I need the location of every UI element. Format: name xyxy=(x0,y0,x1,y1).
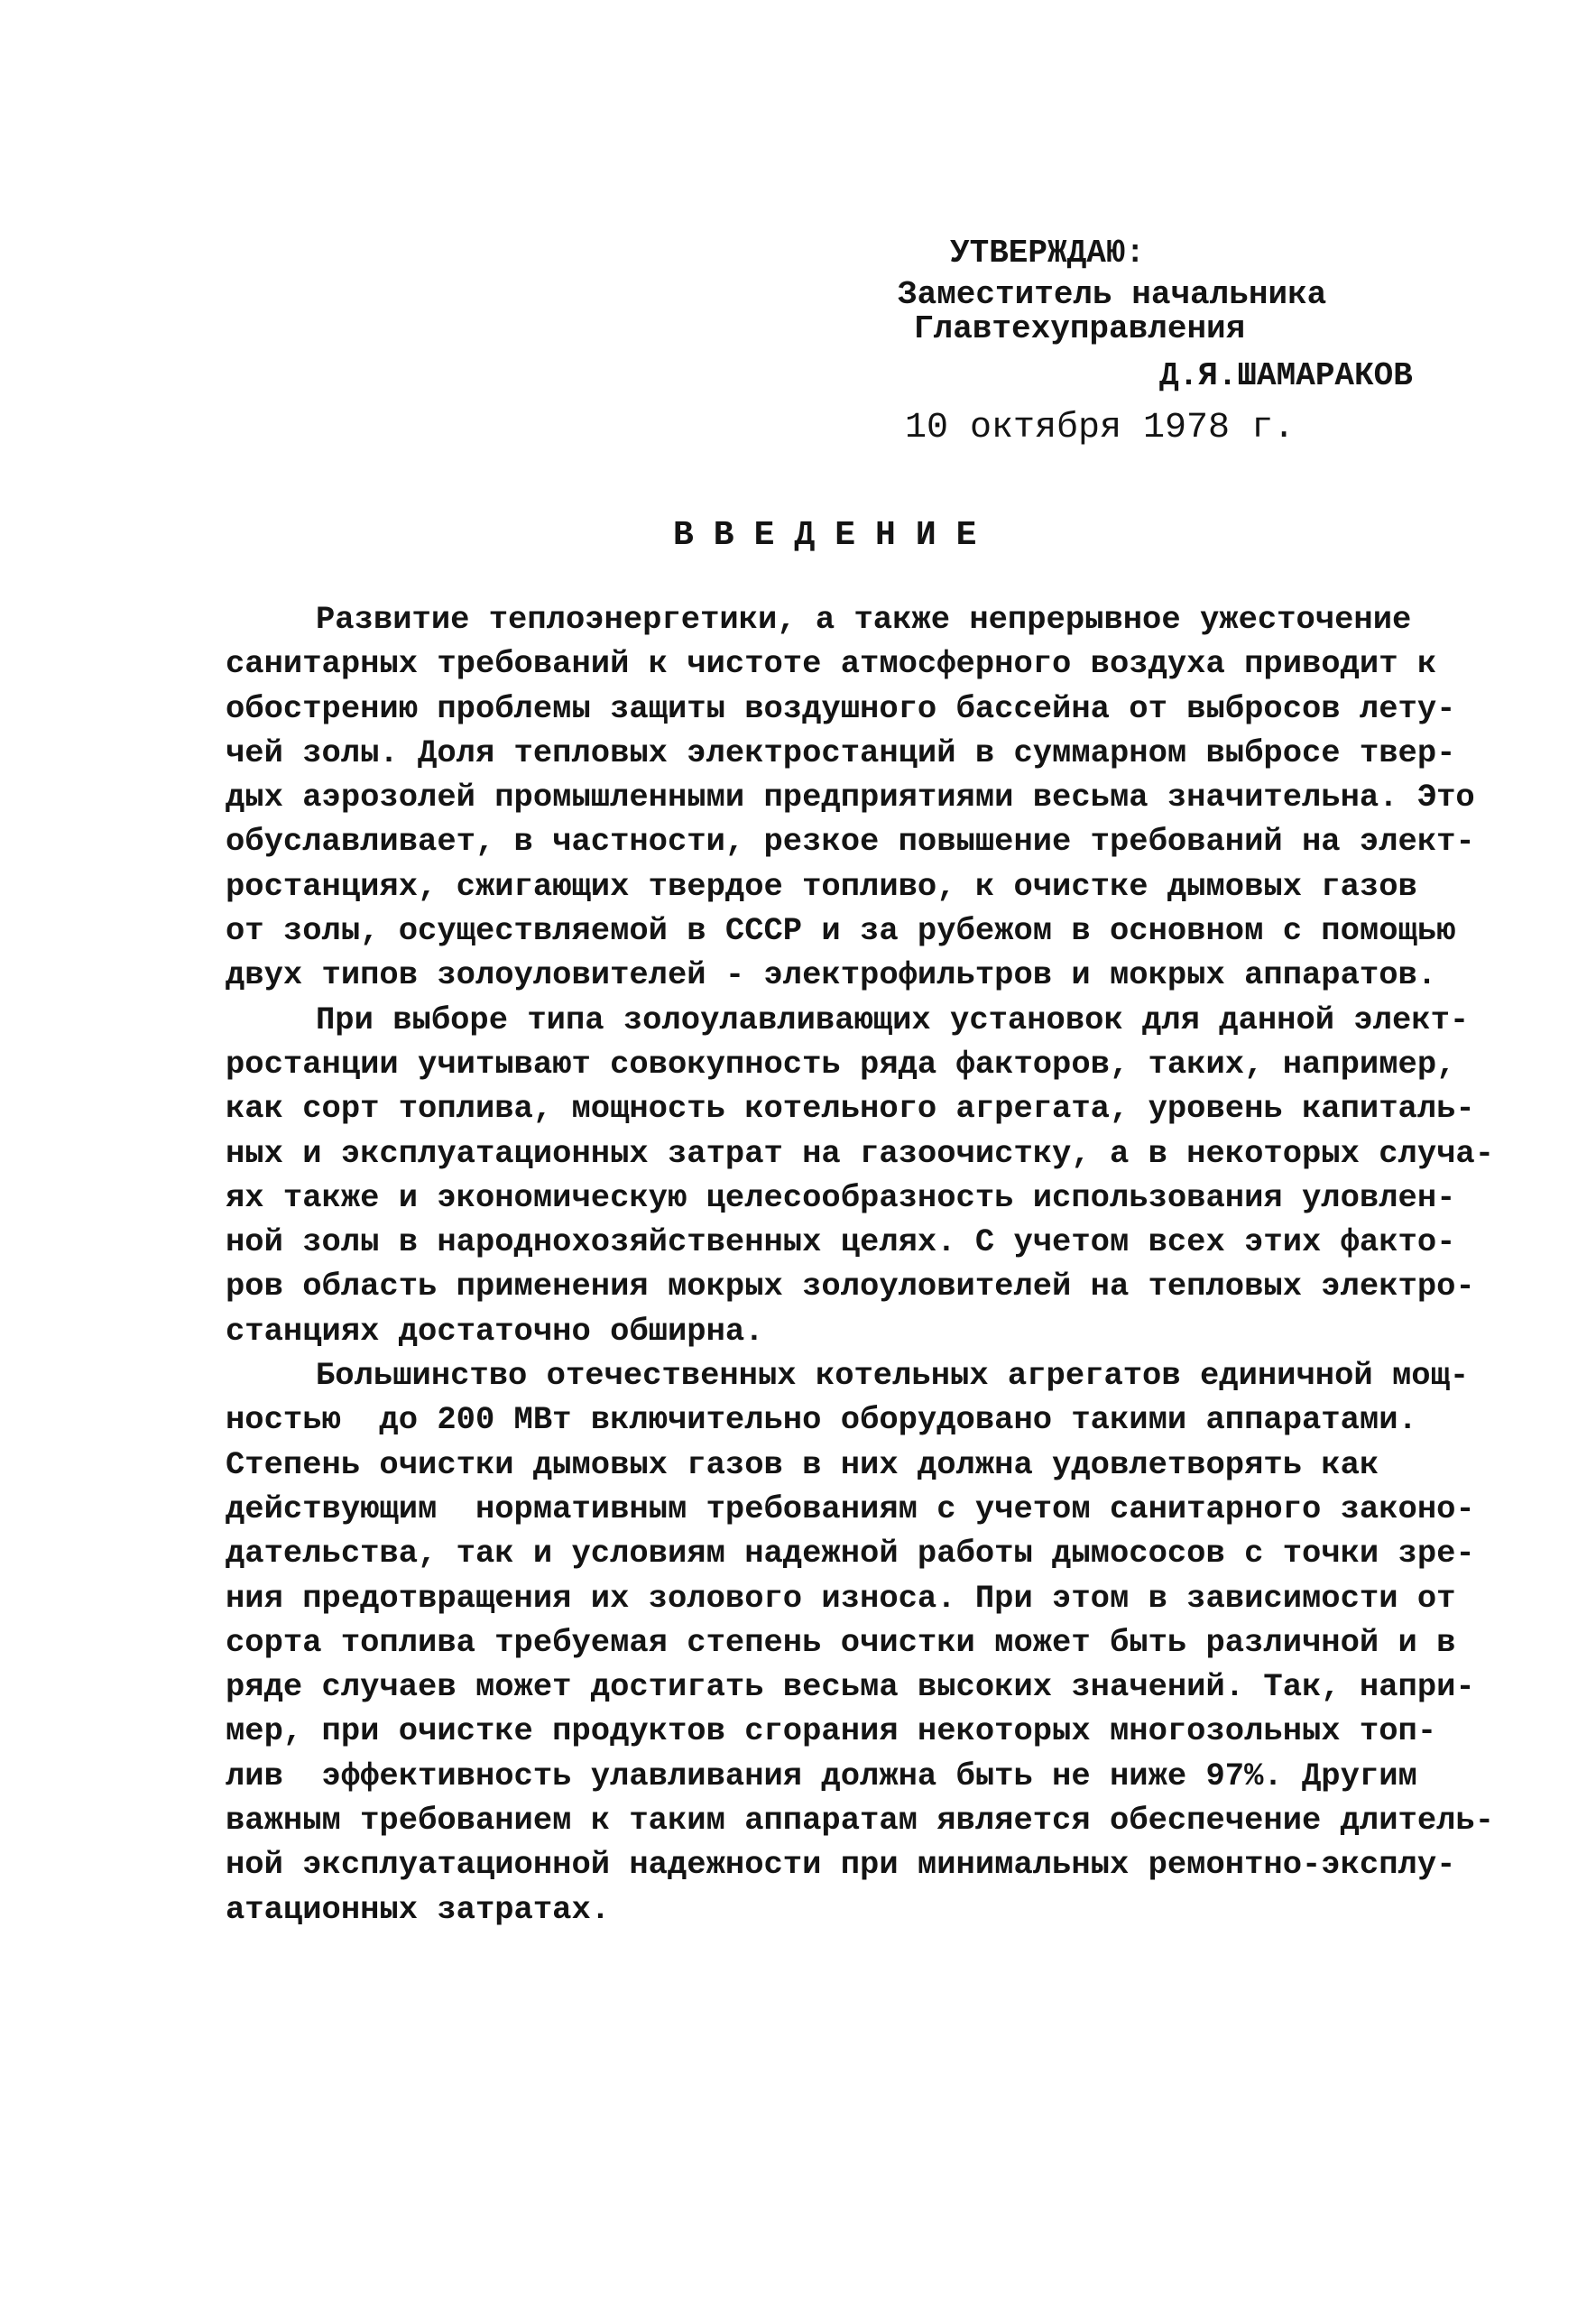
text-line: ния предотвращения их золового износа. При этом в зависимости от xyxy=(226,1579,1456,1617)
text-line: ностью до 200 МВт включительно оборудовано такими аппаратами. xyxy=(226,1401,1417,1439)
text-line: ров область применения мокрых золоуловителей на тепловых электро- xyxy=(226,1268,1475,1305)
text-line: Развитие теплоэнергетики, а также непрерывное ужесточение xyxy=(316,601,1412,638)
text-line: санитарных требований к чистоте атмосферного воздуха приводит к xyxy=(226,645,1437,683)
approval-block xyxy=(898,233,1413,449)
text-line: ной эксплуатационной надежности при минимальных ремонтно-эксплу- xyxy=(226,1846,1456,1884)
paragraph-2 xyxy=(226,998,1495,1353)
text-line: двух типов золоуловителей - электрофильтров и мокрых аппаратов. xyxy=(226,956,1437,994)
text-line: При выборе типа золоулавливающих установок для данной элект- xyxy=(316,1001,1470,1038)
text-line: ных и эксплуатационных затрат на газоочистку, а в некоторых случа- xyxy=(226,1134,1495,1172)
paragraph-3 xyxy=(226,1353,1495,1932)
text-line: сорта топлива требуемая степень очистки может быть различной и в xyxy=(226,1623,1456,1661)
text-line: атационных затратах. xyxy=(226,1890,611,1928)
section-title: ВВЕДЕНИЕ xyxy=(673,516,997,555)
introduction-text xyxy=(226,597,1495,1932)
approval-heading: УТВЕРЖДАЮ: xyxy=(950,235,1146,272)
text-line: Большинство отечественных котельных агрегатов единичной мощ- xyxy=(316,1357,1470,1395)
approval-signatory: Д.Я.ШАМАРАКОВ xyxy=(1159,357,1413,394)
text-line: обострению проблемы защиты воздушного бассейна от выбросов лету- xyxy=(226,689,1456,727)
approval-position-line-1: Заместитель начальника xyxy=(898,276,1327,313)
text-line: чей золы. Доля тепловых электростанций в суммарном выбросе твер- xyxy=(226,733,1456,771)
approval-date: 10 октября 1978 г. xyxy=(905,408,1296,448)
text-line: Степень очистки дымовых газов в них должна удовлетворять как xyxy=(226,1445,1379,1483)
text-line: как сорт топлива, мощность котельного агрегата, уровень капиталь- xyxy=(226,1090,1475,1128)
text-line: станциях достаточно обширна. xyxy=(226,1312,764,1350)
text-line: от золы, осуществляемой в СССР и за рубежом в основном с помощью xyxy=(226,912,1456,950)
paragraph-1 xyxy=(226,597,1475,998)
text-line: дых аэрозолей промышленными предприятиями весьма значительна. Это xyxy=(226,779,1475,816)
text-line: лив эффективность улавливания должна быть не ниже 97%. Другим xyxy=(226,1757,1417,1794)
text-line: обуславливает, в частности, резкое повышение требований на элект- xyxy=(226,823,1475,861)
text-line: мер, при очистке продуктов сгорания некоторых многозольных топ- xyxy=(226,1712,1437,1750)
text-line: ной золы в народнохозяйственных целях. С учетом всех этих факто- xyxy=(226,1223,1456,1261)
text-line: ростанциях, сжигающих твердое топливо, к очистке дымовых газов xyxy=(226,867,1417,905)
text-line: важным требованием к таким аппаратам является обеспечение длитель- xyxy=(226,1802,1495,1840)
approval-position-line-2: Главтехуправления xyxy=(914,310,1246,347)
text-line: ростанции учитывают совокупность ряда факторов, таких, например, xyxy=(226,1045,1456,1083)
text-line: ях также и экономическую целесообразность использования уловлен- xyxy=(226,1178,1456,1216)
text-line: ряде случаев может достигать весьма высоких значений. Так, напри- xyxy=(226,1668,1475,1706)
text-line: действующим нормативным требованиям с учетом санитарного законо- xyxy=(226,1490,1475,1527)
text-line: дательства, так и условиям надежной работы дымососов с точки зре- xyxy=(226,1535,1475,1573)
